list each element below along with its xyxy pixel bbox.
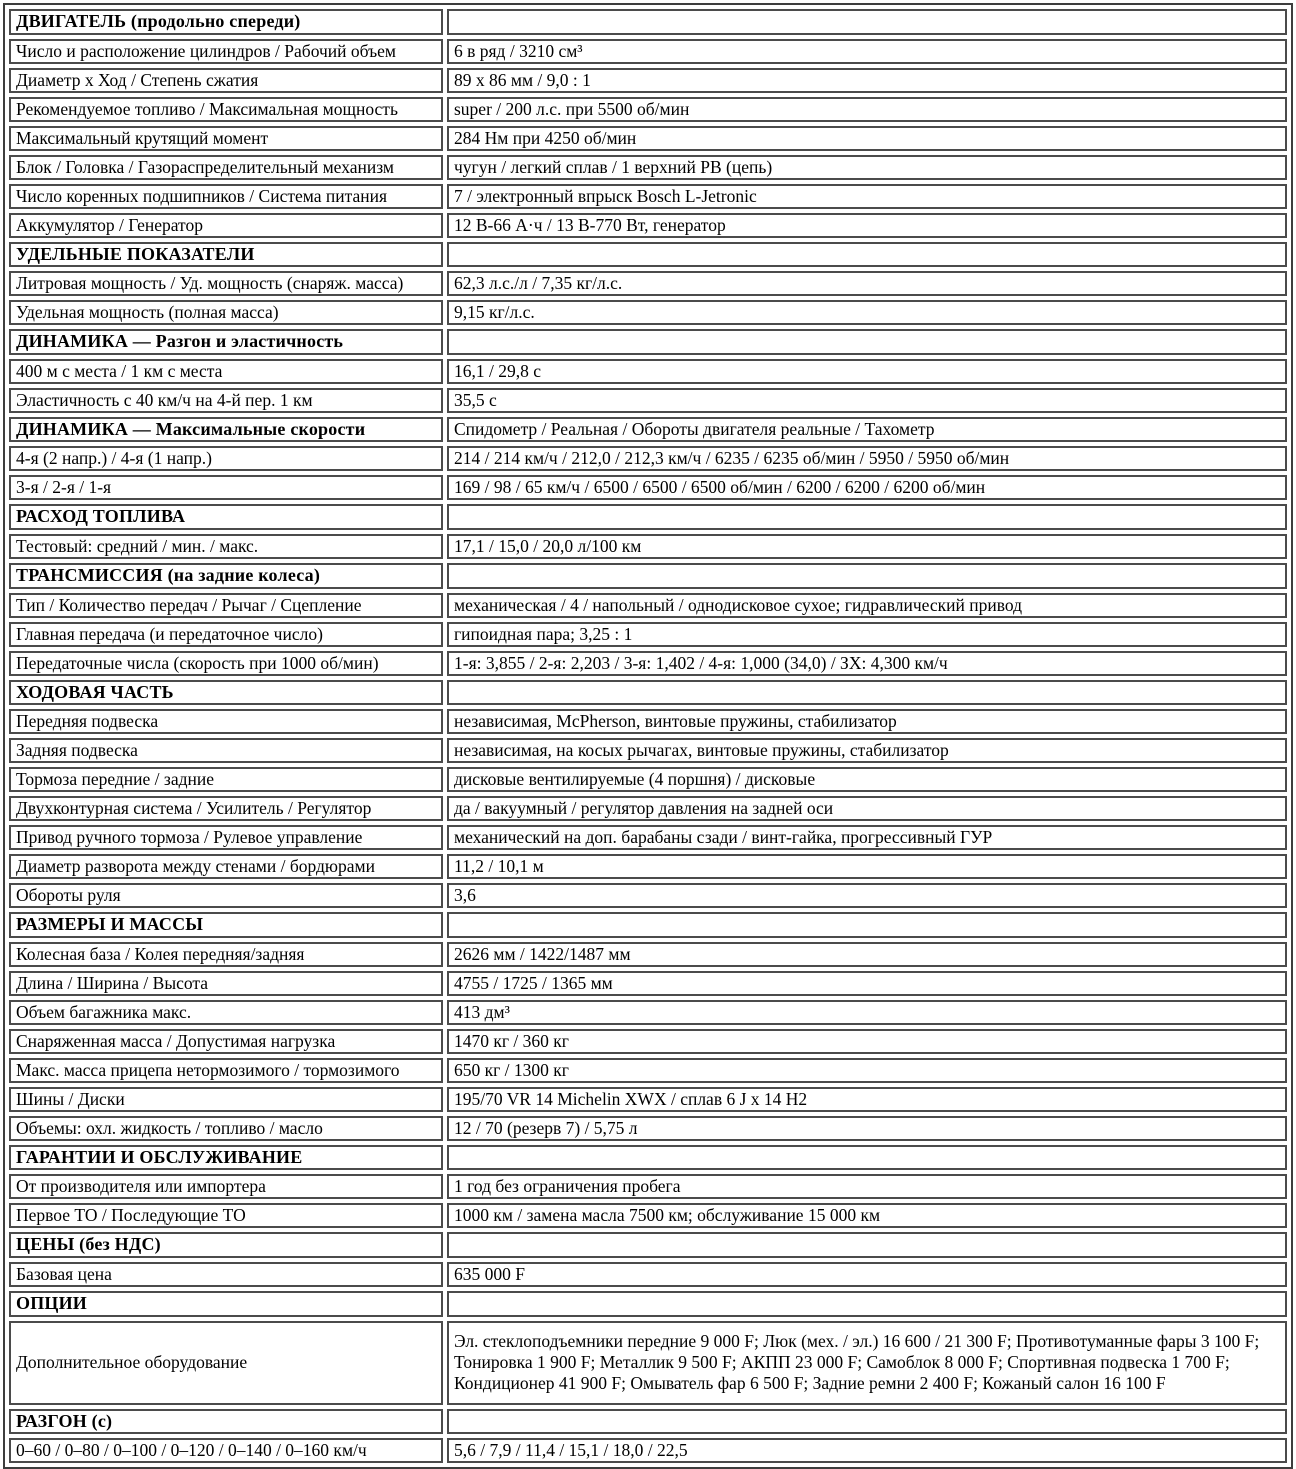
row-label: Шины / Диски bbox=[9, 1087, 443, 1112]
row-value bbox=[447, 242, 1287, 268]
table-row bbox=[9, 155, 1287, 180]
row-label: 400 м с места / 1 км с места bbox=[9, 359, 443, 384]
section-row bbox=[9, 9, 1287, 35]
row-value: независимая, McPherson, винтовые пружины, стабилизатор bbox=[447, 709, 1287, 734]
section-header: ДИНАМИКА — Максимальные скорости bbox=[9, 417, 443, 443]
row-label: Двухконтурная система / Усилитель / Регулятор bbox=[9, 796, 443, 821]
row-label: Длина / Ширина / Высота bbox=[9, 971, 443, 996]
table-row bbox=[9, 300, 1287, 325]
row-value: да / вакуумный / регулятор давления на задней оси bbox=[447, 796, 1287, 821]
table-row bbox=[9, 1203, 1287, 1228]
row-value: 169 / 98 / 65 км/ч / 6500 / 6500 / 6500 об/мин / 6200 / 6200 / 6200 об/мин bbox=[447, 475, 1287, 500]
section-header: РАСХОД ТОПЛИВА bbox=[9, 504, 443, 530]
row-value bbox=[447, 1145, 1287, 1171]
row-value: 635 000 F bbox=[447, 1262, 1287, 1287]
spec-table-body bbox=[9, 9, 1287, 1463]
row-value: 2626 мм / 1422/1487 мм bbox=[447, 942, 1287, 967]
table-row bbox=[9, 475, 1287, 500]
row-value: 284 Нм при 4250 об/мин bbox=[447, 126, 1287, 151]
table-row bbox=[9, 738, 1287, 763]
table-row bbox=[9, 359, 1287, 384]
row-label: Задняя подвеска bbox=[9, 738, 443, 763]
row-value bbox=[447, 563, 1287, 589]
row-label: 4-я (2 напр.) / 4-я (1 напр.) bbox=[9, 446, 443, 471]
row-value bbox=[447, 329, 1287, 355]
row-value: чугун / легкий сплав / 1 верхний РВ (цепь) bbox=[447, 155, 1287, 180]
row-label: Привод ручного тормоза / Рулевое управление bbox=[9, 825, 443, 850]
section-header: ОПЦИИ bbox=[9, 1291, 443, 1317]
row-label: Максимальный крутящий момент bbox=[9, 126, 443, 151]
section-header: ДИНАМИКА — Разгон и эластичность bbox=[9, 329, 443, 355]
row-label: Первое ТО / Последующие ТО bbox=[9, 1203, 443, 1228]
table-row bbox=[9, 854, 1287, 879]
section-header: РАЗМЕРЫ И МАССЫ bbox=[9, 912, 443, 938]
table-row bbox=[9, 1058, 1287, 1083]
row-label: Диаметр разворота между стенами / бордюрами bbox=[9, 854, 443, 879]
table-row bbox=[9, 184, 1287, 209]
row-value: гипоидная пара; 3,25 : 1 bbox=[447, 622, 1287, 647]
table-row bbox=[9, 1087, 1287, 1112]
row-value: 11,2 / 10,1 м bbox=[447, 854, 1287, 879]
row-label: Объемы: охл. жидкость / топливо / масло bbox=[9, 1116, 443, 1141]
table-row bbox=[9, 1262, 1287, 1287]
table-row bbox=[9, 1029, 1287, 1054]
table-row bbox=[9, 388, 1287, 413]
row-value: 12 / 70 (резерв 7) / 5,75 л bbox=[447, 1116, 1287, 1141]
table-row bbox=[9, 534, 1287, 559]
section-header: РАЗГОН (с) bbox=[9, 1409, 443, 1435]
table-row bbox=[9, 593, 1287, 618]
row-value: 1000 км / замена масла 7500 км; обслуживание 15 000 км bbox=[447, 1203, 1287, 1228]
table-row bbox=[9, 97, 1287, 122]
row-value: независимая, на косых рычагах, винтовые пружины, стабилизатор bbox=[447, 738, 1287, 763]
row-value: механический на доп. барабаны сзади / винт-гайка, прогрессивный ГУР bbox=[447, 825, 1287, 850]
row-value: Спидометр / Реальная / Обороты двигателя реальные / Тахометр bbox=[447, 417, 1287, 443]
section-row bbox=[9, 563, 1287, 589]
row-value bbox=[447, 1291, 1287, 1317]
row-value: 5,6 / 7,9 / 11,4 / 15,1 / 18,0 / 22,5 bbox=[447, 1438, 1287, 1463]
section-row bbox=[9, 417, 1287, 443]
table-row bbox=[9, 213, 1287, 238]
row-label: 0–60 / 0–80 / 0–100 / 0–120 / 0–140 / 0–160 км/ч bbox=[9, 1438, 443, 1463]
table-row bbox=[9, 271, 1287, 296]
table-row bbox=[9, 767, 1287, 792]
row-label: Рекомендуемое топливо / Максимальная мощность bbox=[9, 97, 443, 122]
table-row bbox=[9, 1000, 1287, 1025]
row-value: 650 кг / 1300 кг bbox=[447, 1058, 1287, 1083]
row-label: Удельная мощность (полная масса) bbox=[9, 300, 443, 325]
row-label: Литровая мощность / Уд. мощность (снаряж. масса) bbox=[9, 271, 443, 296]
row-value: 195/70 VR 14 Michelin XWX / сплав 6 J x 14 H2 bbox=[447, 1087, 1287, 1112]
row-value: 413 дм³ bbox=[447, 1000, 1287, 1025]
section-row bbox=[9, 1232, 1287, 1258]
row-label: Базовая цена bbox=[9, 1262, 443, 1287]
row-label: От производителя или импортера bbox=[9, 1174, 443, 1199]
table-row bbox=[9, 709, 1287, 734]
row-label: Обороты руля bbox=[9, 883, 443, 908]
row-label: Тестовый: средний / мин. / макс. bbox=[9, 534, 443, 559]
table-row bbox=[9, 1116, 1287, 1141]
section-header: ХОДОВАЯ ЧАСТЬ bbox=[9, 680, 443, 706]
table-row bbox=[9, 651, 1287, 676]
row-value: 1470 кг / 360 кг bbox=[447, 1029, 1287, 1054]
row-label: Передаточные числа (скорость при 1000 об/мин) bbox=[9, 651, 443, 676]
row-value: 7 / электронный впрыск Bosch L-Jetronic bbox=[447, 184, 1287, 209]
table-row bbox=[9, 1321, 1287, 1405]
section-header: УДЕЛЬНЫЕ ПОКАЗАТЕЛИ bbox=[9, 242, 443, 268]
section-row bbox=[9, 1145, 1287, 1171]
row-label: Диаметр x Ход / Степень сжатия bbox=[9, 68, 443, 93]
table-row bbox=[9, 825, 1287, 850]
row-value: 89 x 86 мм / 9,0 : 1 bbox=[447, 68, 1287, 93]
section-row bbox=[9, 242, 1287, 268]
row-value bbox=[447, 1409, 1287, 1435]
table-row bbox=[9, 942, 1287, 967]
row-value: 62,3 л.с./л / 7,35 кг/л.с. bbox=[447, 271, 1287, 296]
section-header: ТРАНСМИССИЯ (на задние колеса) bbox=[9, 563, 443, 589]
section-row bbox=[9, 1409, 1287, 1435]
table-row bbox=[9, 622, 1287, 647]
row-value: 9,15 кг/л.с. bbox=[447, 300, 1287, 325]
row-value bbox=[447, 1232, 1287, 1258]
row-label: Аккумулятор / Генератор bbox=[9, 213, 443, 238]
row-label: Число коренных подшипников / Система питания bbox=[9, 184, 443, 209]
row-value bbox=[447, 504, 1287, 530]
row-value: механическая / 4 / напольный / однодисковое сухое; гидравлический привод bbox=[447, 593, 1287, 618]
row-value: 1-я: 3,855 / 2-я: 2,203 / 3-я: 1,402 / 4-я: 1,000 (34,0) / ЗХ: 4,300 км/ч bbox=[447, 651, 1287, 676]
row-value: 12 В-66 А·ч / 13 В-770 Вт, генератор bbox=[447, 213, 1287, 238]
table-row bbox=[9, 1438, 1287, 1463]
table-row bbox=[9, 1174, 1287, 1199]
row-value bbox=[447, 680, 1287, 706]
row-value: 3,6 bbox=[447, 883, 1287, 908]
row-value: 17,1 / 15,0 / 20,0 л/100 км bbox=[447, 534, 1287, 559]
row-value bbox=[447, 912, 1287, 938]
section-row bbox=[9, 504, 1287, 530]
section-row bbox=[9, 329, 1287, 355]
row-label: Эластичность с 40 км/ч на 4-й пер. 1 км bbox=[9, 388, 443, 413]
row-value: Эл. стеклоподъемники передние 9 000 F; Люк (мех. / эл.) 16 600 / 21 300 F; Противотуманные фары 3 100 F; Тонировка 1 900 F; Металлик 9 500 F; АКПП 23 000 F; Самоблок 8 000 F; Спортивная подвеска 1 700 F; Кондиционер 41 900 F; Омыватель фар 6 500 F; Задние ремни 2 400 F; Кожаный салон 16 100 F bbox=[447, 1321, 1287, 1405]
table-row bbox=[9, 39, 1287, 64]
row-label: Объем багажника макс. bbox=[9, 1000, 443, 1025]
row-label: Дополнительное оборудование bbox=[9, 1321, 443, 1405]
section-row bbox=[9, 1291, 1287, 1317]
row-label: Число и расположение цилиндров / Рабочий объем bbox=[9, 39, 443, 64]
section-row bbox=[9, 680, 1287, 706]
row-value: 1 год без ограничения пробега bbox=[447, 1174, 1287, 1199]
row-value: 214 / 214 км/ч / 212,0 / 212,3 км/ч / 6235 / 6235 об/мин / 5950 / 5950 об/мин bbox=[447, 446, 1287, 471]
row-label: Передняя подвеска bbox=[9, 709, 443, 734]
section-header: ДВИГАТЕЛЬ (продольно спереди) bbox=[9, 9, 443, 35]
row-label: Главная передача (и передаточное число) bbox=[9, 622, 443, 647]
table-row bbox=[9, 126, 1287, 151]
section-row bbox=[9, 912, 1287, 938]
row-label: Макс. масса прицепа нетормозимого / тормозимого bbox=[9, 1058, 443, 1083]
row-value: 35,5 с bbox=[447, 388, 1287, 413]
row-value: 4755 / 1725 / 1365 мм bbox=[447, 971, 1287, 996]
row-value bbox=[447, 9, 1287, 35]
row-label: Тормоза передние / задние bbox=[9, 767, 443, 792]
table-row bbox=[9, 883, 1287, 908]
row-label: Тип / Количество передач / Рычаг / Сцепление bbox=[9, 593, 443, 618]
row-value: super / 200 л.с. при 5500 об/мин bbox=[447, 97, 1287, 122]
row-value: 6 в ряд / 3210 см³ bbox=[447, 39, 1287, 64]
row-label: Колесная база / Колея передняя/задняя bbox=[9, 942, 443, 967]
table-row bbox=[9, 971, 1287, 996]
spec-table bbox=[3, 3, 1293, 1469]
table-row bbox=[9, 446, 1287, 471]
section-header: ЦЕНЫ (без НДС) bbox=[9, 1232, 443, 1258]
table-row bbox=[9, 796, 1287, 821]
row-label: Блок / Головка / Газораспределительный механизм bbox=[9, 155, 443, 180]
row-value: дисковые вентилируемые (4 поршня) / дисковые bbox=[447, 767, 1287, 792]
row-value: 16,1 / 29,8 с bbox=[447, 359, 1287, 384]
section-header: ГАРАНТИИ И ОБСЛУЖИВАНИЕ bbox=[9, 1145, 443, 1171]
table-row bbox=[9, 68, 1287, 93]
row-label: Снаряженная масса / Допустимая нагрузка bbox=[9, 1029, 443, 1054]
row-label: 3-я / 2-я / 1-я bbox=[9, 475, 443, 500]
